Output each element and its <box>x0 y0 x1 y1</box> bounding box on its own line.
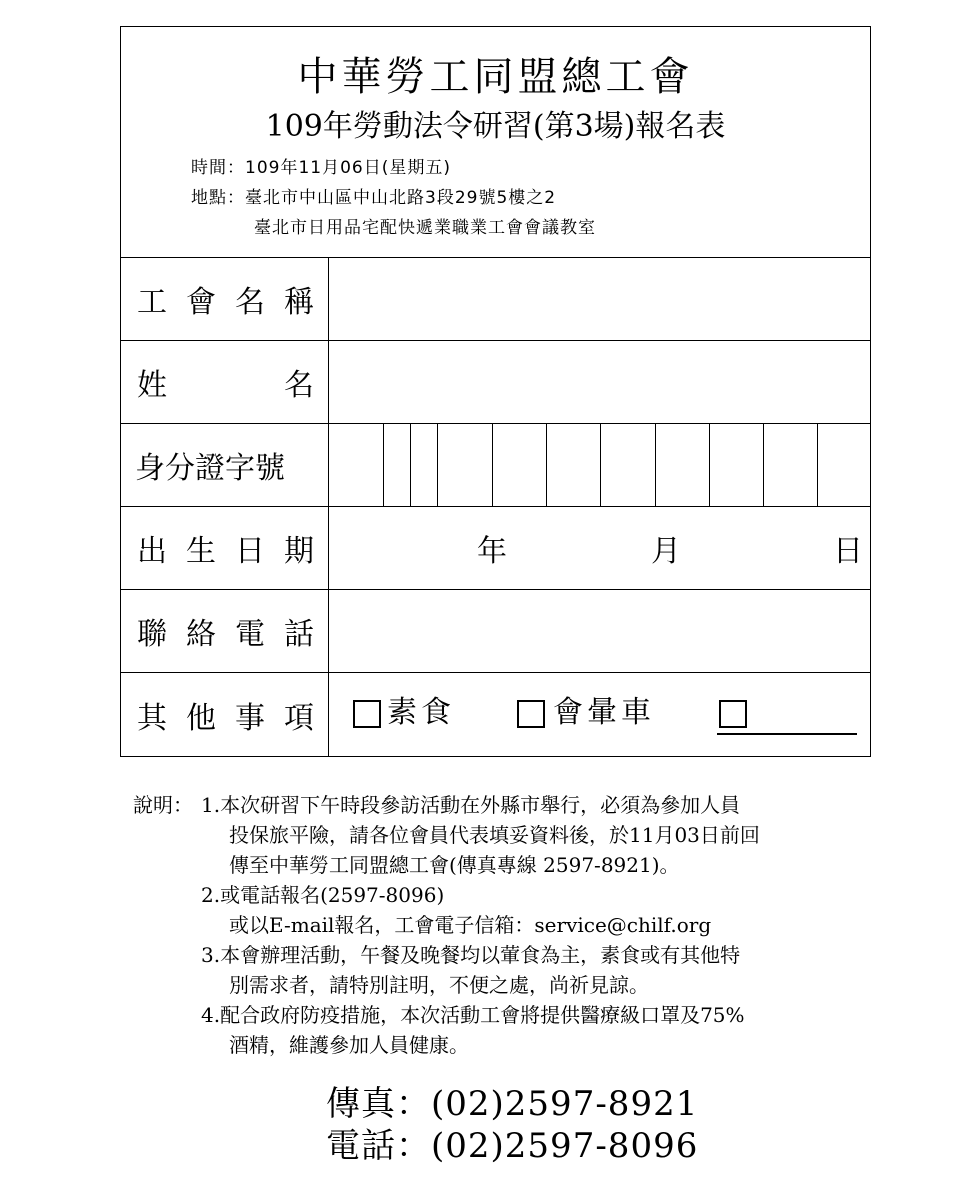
union-name-label-cell <box>121 258 329 340</box>
form-header <box>121 27 870 258</box>
event-place-line2: 臺北市日用品宅配快遞業職業工會會議教室 <box>254 218 596 238</box>
id-digit-box[interactable] <box>383 424 384 506</box>
label-char: 日 <box>235 534 265 569</box>
motion-sickness-label: 會暈車 <box>553 695 655 730</box>
note-4-line-2: 酒精，維護參加人員健康。 <box>229 1033 469 1057</box>
other-blank-line[interactable] <box>717 733 857 735</box>
vegetarian-label: 素食 <box>387 695 455 730</box>
phone-number: 電話：(02)2597-8096 <box>326 1126 699 1166</box>
note-3-line-1: 3.本會辦理活動，午餐及晚餐均以葷食為主，素食或有其他特 <box>201 943 741 967</box>
place-label: 地點： <box>191 188 245 208</box>
name-label-cell <box>121 341 329 423</box>
label-char: 其 <box>137 700 167 736</box>
label-char: 事 <box>235 700 265 736</box>
note-1-line-3: 傳至中華勞工同盟總工會(傳真專線 2597-8921)。 <box>229 853 680 877</box>
motion-sickness-checkbox[interactable] <box>517 700 545 728</box>
label-char: 名 <box>284 368 314 403</box>
phone-label <box>137 590 314 672</box>
row-birth-date <box>121 507 870 590</box>
month-label: 月 <box>651 534 681 569</box>
id-digit-box[interactable] <box>763 424 764 506</box>
name-field[interactable] <box>329 341 870 423</box>
row-phone <box>121 590 870 673</box>
birth-date-field[interactable] <box>329 507 870 589</box>
row-id-number <box>121 424 870 507</box>
vegetarian-checkbox[interactable] <box>353 700 381 728</box>
year-label: 年 <box>477 534 507 569</box>
label-char: 姓 <box>137 368 167 403</box>
phone-label-cell <box>121 590 329 672</box>
label-char: 項 <box>284 700 314 736</box>
id-number-field <box>329 424 870 506</box>
other-checkbox[interactable] <box>719 700 747 728</box>
label-char: 話 <box>284 617 314 652</box>
label-char: 期 <box>284 534 314 569</box>
name-label <box>137 341 314 423</box>
note-3-line-2: 別需求者，請特別註明，不便之處，尚祈見諒。 <box>229 973 649 997</box>
label-char: 稱 <box>284 285 314 320</box>
id-digit-box[interactable] <box>709 424 710 506</box>
other-label <box>137 673 314 756</box>
id-digit-box[interactable] <box>546 424 547 506</box>
id-label-cell <box>121 424 329 506</box>
notes-prefix: 說明： <box>133 793 193 817</box>
note-4-line-1: 4.配合政府防疫措施，本次活動工會將提供醫療級口罩及75% <box>201 1003 745 1027</box>
birth-label-cell <box>121 507 329 589</box>
other-options <box>329 673 870 756</box>
row-name <box>121 341 870 424</box>
time-label: 時間： <box>191 158 245 178</box>
id-digit-box[interactable] <box>600 424 601 506</box>
birth-label <box>137 507 314 589</box>
id-digit-box[interactable] <box>437 424 438 506</box>
other-label-cell <box>121 673 329 756</box>
id-digit-box[interactable] <box>410 424 411 506</box>
label-char: 工 <box>137 285 167 320</box>
label-char: 會 <box>186 285 216 320</box>
phone-field[interactable] <box>329 590 870 672</box>
organization-title: 中華勞工同盟總工會 <box>297 54 694 100</box>
row-other <box>121 673 870 756</box>
note-2-line-2: 或以E-mail報名，工會電子信箱：service@chilf.org <box>229 913 712 937</box>
id-digit-box[interactable] <box>817 424 818 506</box>
label-char: 生 <box>186 534 216 569</box>
id-label: 身分證字號 <box>135 451 285 486</box>
label-char: 電 <box>235 617 265 652</box>
label-char: 他 <box>186 700 216 736</box>
note-2-line-1: 2.或電話報名(2597-8096) <box>201 883 445 907</box>
note-1-line-2: 投保旅平險，請各位會員代表填妥資料後，於11月03日前回 <box>229 823 760 847</box>
registration-form <box>120 26 871 757</box>
union-name-field[interactable] <box>329 258 870 340</box>
day-label: 日 <box>833 534 863 569</box>
label-char: 絡 <box>186 617 216 652</box>
label-char: 聯 <box>137 617 167 652</box>
union-name-label <box>137 258 314 340</box>
id-digit-box[interactable] <box>655 424 656 506</box>
form-subtitle: 109年勞動法令研習(第3場)報名表 <box>265 109 726 144</box>
place-line1: 臺北市中山區中山北路3段29號5樓之2 <box>245 188 557 208</box>
label-char: 名 <box>235 285 265 320</box>
note-1-line-1: 1.本次研習下午時段參訪活動在外縣市舉行，必須為參加人員 <box>201 793 741 817</box>
label-char: 出 <box>137 534 167 569</box>
event-time <box>191 157 451 179</box>
id-digit-box[interactable] <box>492 424 493 506</box>
fax-number: 傳真：(02)2597-8921 <box>326 1084 699 1124</box>
event-place <box>191 187 556 209</box>
time-value: 109年11月06日(星期五) <box>245 158 451 178</box>
row-union-name <box>121 258 870 341</box>
